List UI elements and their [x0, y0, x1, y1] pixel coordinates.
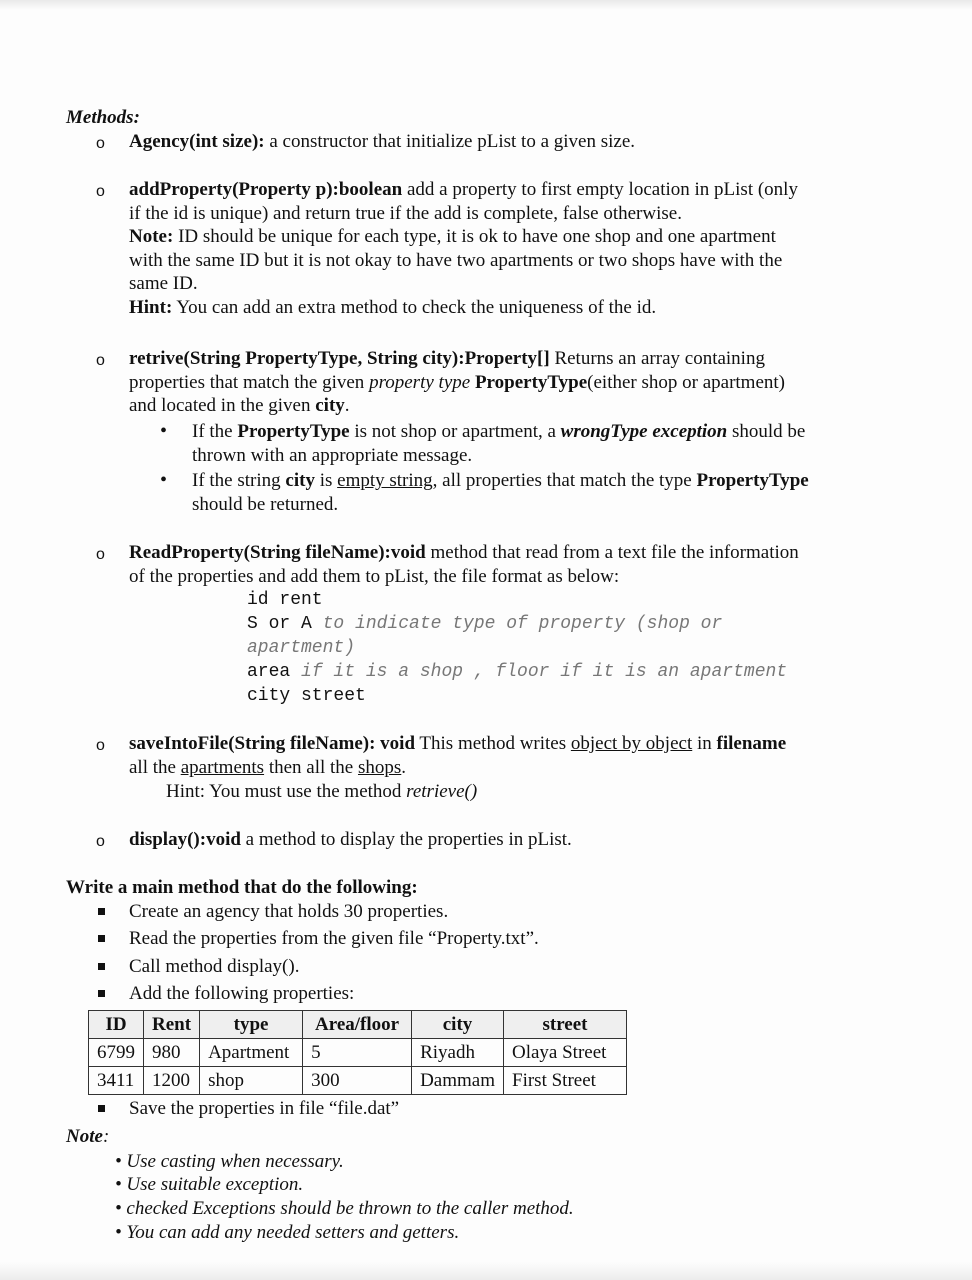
table-cell: Dammam [412, 1067, 504, 1095]
method-signature: addProperty(Property p):boolean [129, 179, 403, 200]
text-run: property type [369, 371, 471, 393]
text-run: then all the [264, 756, 358, 778]
method-signature: saveIntoFile(String fileName): void [129, 733, 416, 754]
method-retrive [129, 347, 889, 418]
note-item: • You can add any needed setters and getters. [115, 1222, 460, 1243]
circle-bullet-icon: o [96, 833, 105, 850]
text-run: properties that match the given [129, 371, 370, 393]
bullet-icon: • [160, 420, 168, 442]
square-bullet-icon [98, 963, 105, 970]
method-readproperty [129, 541, 889, 588]
square-bullet-icon [98, 1105, 105, 1112]
method-description: a constructor that initialize pList to a given size. [264, 131, 635, 152]
text-run: object by object [570, 733, 693, 754]
main-method-heading: Write a main method that do the following: [66, 877, 418, 898]
hint-label: Hint: [129, 296, 173, 318]
table-header-row [89, 1011, 627, 1039]
table-header: ID [89, 1011, 144, 1039]
method-saveintofile [129, 732, 889, 779]
code-token: S or A [247, 614, 312, 634]
code-comment: to indicate type of property (shop or [311, 614, 723, 634]
method-signature: Agency(int size): [129, 131, 265, 152]
retrive-bullet-wrongtype [192, 420, 892, 467]
square-bullet-icon [98, 908, 105, 915]
page-top-shadow [0, 0, 972, 10]
file-format-code-block [247, 588, 907, 708]
text-run: If the string [192, 470, 286, 491]
text-run: filename [716, 733, 787, 754]
text-run: shops [357, 756, 402, 778]
method-description: add a property to first empty location in pList (only [402, 179, 798, 200]
note-label: Note: [129, 226, 174, 247]
circle-bullet-icon: o [96, 546, 105, 563]
text-run: This method writes [415, 733, 571, 754]
text-run: should be [727, 421, 806, 442]
note-heading-colon: : [102, 1126, 110, 1147]
text-run: If the [192, 421, 238, 442]
code-comment: apartment) [247, 638, 356, 658]
table-cell: 5 [303, 1039, 412, 1067]
table-cell: Riyadh [412, 1039, 504, 1067]
text-line: should be returned. [192, 493, 339, 515]
table-header: street [504, 1011, 627, 1039]
text-run: city [315, 395, 345, 416]
note-heading [66, 1125, 109, 1149]
table-row [89, 1039, 627, 1067]
text-run: PropertyType [696, 470, 809, 491]
method-description-line: of the properties and add them to pList, the file format as below: [129, 565, 620, 587]
retrive-bullet-empty-city [192, 469, 892, 516]
text-run: apartments [180, 756, 265, 778]
method-display [129, 828, 889, 852]
note-text-line: with the same ID but it is not okay to have two apartments or two shops have with the [129, 249, 783, 271]
table-cell: 6799 [89, 1039, 144, 1067]
method-description: method that read from a text file the information [425, 542, 799, 563]
text-run: . [344, 395, 350, 416]
table-cell: shop [200, 1067, 303, 1095]
square-bullet-icon [98, 935, 105, 942]
code-line: id rent [247, 590, 323, 610]
circle-bullet-icon: o [96, 183, 105, 200]
table-cell: 980 [144, 1039, 200, 1067]
text-run: PropertyType [237, 421, 350, 442]
table-header: city [412, 1011, 504, 1039]
hint-text: Hint: You must use the method [166, 781, 407, 802]
text-run: (either shop or apartment) [587, 371, 785, 393]
step-item: Add the following properties: [129, 983, 355, 1004]
text-run: wrongType exception [560, 421, 728, 442]
method-signature: display():void [129, 829, 241, 850]
page-bottom-shadow [0, 1262, 972, 1280]
method-description-line: if the id is unique) and return true if the add is complete, false otherwise. [129, 202, 682, 224]
methods-heading: Methods: [66, 107, 140, 128]
saveintofile-hint [166, 780, 477, 804]
circle-bullet-icon: o [96, 352, 105, 369]
text-run: and located in the given [129, 395, 316, 416]
code-token: area [247, 662, 291, 682]
text-line: thrown with an appropriate message. [192, 444, 473, 466]
method-agency [129, 130, 889, 154]
note-item: • Use casting when necessary. [115, 1151, 344, 1172]
square-bullet-icon [98, 990, 105, 997]
step-item: Read the properties from the given file “Property.txt”. [129, 928, 539, 949]
hint-text: You can add an extra method to check the uniqueness of the id. [172, 296, 657, 318]
method-description: a method to display the properties in pList. [240, 829, 572, 850]
code-comment: if it is a shop , floor if it is an apartment [290, 662, 788, 682]
table-row [89, 1067, 627, 1095]
hint-method: retrieve() [406, 781, 478, 802]
note-text: ID should be unique for each type, it is ok to have one shop and one apartment [173, 226, 776, 247]
table-cell: 1200 [144, 1067, 200, 1095]
note-item: • Use suitable exception. [115, 1174, 304, 1195]
circle-bullet-icon: o [96, 737, 105, 754]
step-item: Call method display(). [129, 956, 300, 977]
text-run: is [314, 470, 338, 491]
table-header: type [200, 1011, 303, 1039]
table-cell: Olaya Street [504, 1039, 627, 1067]
method-addproperty [129, 178, 889, 319]
step-item-save: Save the properties in file “file.dat” [129, 1098, 400, 1119]
circle-bullet-icon: o [96, 135, 105, 152]
method-description: Returns an array containing [549, 348, 765, 369]
table-cell: First Street [504, 1067, 627, 1095]
text-run: PropertyType [474, 371, 588, 393]
table-header: Area/floor [303, 1011, 412, 1039]
step-item: Create an agency that holds 30 properties. [129, 901, 449, 922]
text-run: is not shop or apartment, a [349, 421, 561, 442]
table-header: Rent [144, 1011, 200, 1039]
table-cell: 3411 [89, 1067, 144, 1095]
text-run: all the [129, 756, 181, 778]
method-signature: retrive(String PropertyType, String city):Property[] [129, 348, 550, 369]
text-run: city [285, 470, 315, 491]
text-run: in [692, 733, 717, 754]
text-run: , all properties that match the type [432, 470, 697, 491]
text-run: . [401, 756, 407, 778]
note-heading-text: Note [66, 1126, 103, 1147]
table-cell: Apartment [200, 1039, 303, 1067]
note-text-line: same ID. [129, 273, 198, 294]
method-signature: ReadProperty(String fileName):void [129, 542, 426, 563]
properties-table [88, 1010, 627, 1095]
bullet-icon: • [160, 469, 168, 491]
table-cell: 300 [303, 1067, 412, 1095]
code-line: city street [247, 686, 366, 706]
note-item: • checked Exceptions should be thrown to the caller method. [115, 1198, 574, 1219]
text-run: empty string [337, 470, 433, 491]
